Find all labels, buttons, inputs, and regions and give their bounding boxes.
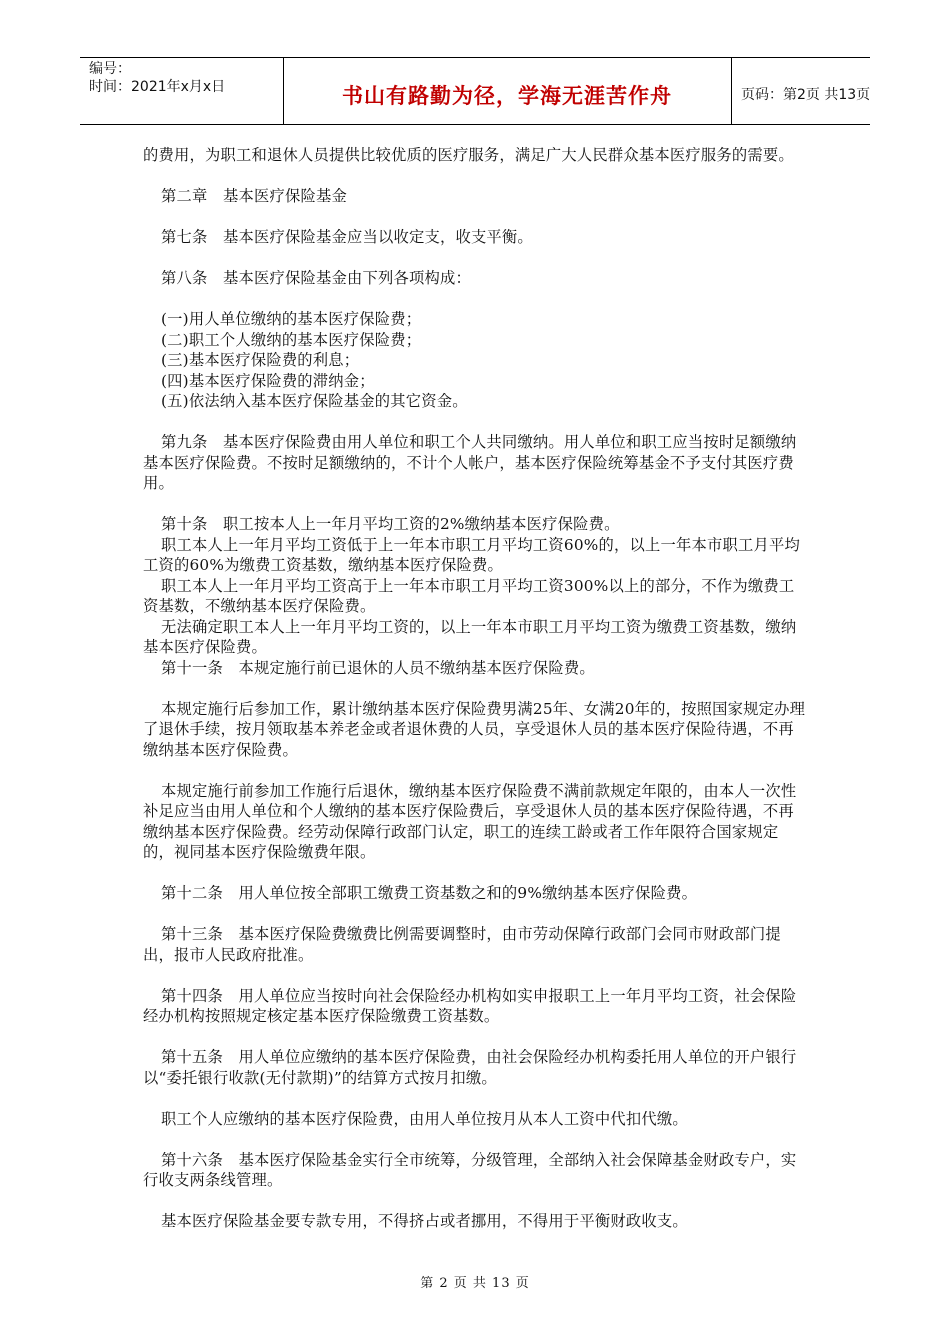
article-11-clause-3: 本规定施行前参加工作施行后退休，缴纳基本医疗保险费不满前款规定年限的，由本人一次性补足应当由用人单位和个人缴纳的基本医疗保险费后，享受退休人员的基本医疗保险待遇，不再缴纳基本医疗保险费。经劳动保障行政部门认定，职工的连续工龄或者工作年限符合国家规定的，视同基本医疗保险缴费年限。	[143, 781, 797, 861]
list-item-4: (四)基本医疗保险费的滞纳金；	[161, 371, 375, 390]
article-12: 第十二条 用人单位按全部职工缴费工资基数之和的9%缴纳基本医疗保险费。	[161, 884, 698, 902]
article-11: 第十一条 本规定施行前已退休的人员不缴纳基本医疗保险费。	[161, 658, 595, 677]
article-10-clause-4: 无法确定职工本人上一年月平均工资的，以上一年本市职工月平均工资为缴费工资基数，缴纳基本医疗保险费。	[143, 617, 797, 656]
article-7: 第七条 基本医疗保险基金应当以收定支，收支平衡。	[161, 228, 533, 246]
article-14: 第十四条 用人单位应当按时向社会保险经办机构如实申报职工上一年月平均工资，社会保险经办机构按照规定核定基本医疗保险缴费工资基数。	[143, 986, 797, 1025]
document-time-label: 时间：2021年x月x日	[89, 79, 226, 95]
article-10: 第十条 职工按本人上一年月平均工资的2%缴纳基本医疗保险费。	[161, 515, 620, 533]
document-number-label: 编号：	[89, 61, 131, 77]
list-item-3: (三)基本医疗保险费的利息；	[161, 351, 360, 369]
list-item-2: (二)职工个人缴纳的基本医疗保险费；	[161, 330, 422, 349]
header-motto: 书山有路勤为径，学海无涯苦作舟	[342, 84, 672, 108]
header-page-info: 页码：第2页 共13页	[741, 87, 871, 103]
document-header	[80, 57, 870, 125]
article-16: 第十六条 基本医疗保险基金实行全市统筹，分级管理，全部纳入社会保障基金财政专户，实行收支两条线管理。	[143, 1150, 797, 1189]
paragraph-continuation: 的费用，为职工和退休人员提供比较优质的医疗服务，满足广大人民群众基本医疗服务的需要。	[143, 146, 794, 164]
article-13: 第十三条 基本医疗保险费缴费比例需要调整时，由市劳动保障行政部门会同市财政部门提出，报市人民政府批准。	[143, 925, 781, 964]
list-item-5: (五)依法纳入基本医疗保险基金的其它资金。	[161, 392, 468, 410]
article-10-clause-3: 职工本人上一年月平均工资高于上一年本市职工月平均工资300%以上的部分，不作为缴费工资基数，不缴纳基本医疗保险费。	[143, 576, 795, 615]
header-middle-cell	[283, 58, 732, 124]
document-body	[143, 145, 808, 1232]
article-10-clause-2: 职工本人上一年月平均工资低于上一年本市职工月平均工资60%的，以上一年本市职工月平均工资的60%为缴费工资基数，缴纳基本医疗保险费。	[143, 535, 800, 574]
article-16-clause-2: 基本医疗保险基金要专款专用，不得挤占或者挪用，不得用于平衡财政收支。	[161, 1212, 688, 1230]
header-right-cell	[731, 58, 870, 124]
page-footer: 第 2 页 共 13 页	[420, 1276, 530, 1291]
chapter-heading: 第二章 基本医疗保险基金	[161, 187, 347, 205]
article-15: 第十五条 用人单位应缴纳的基本医疗保险费，由社会保险经办机构委托用人单位的开户银行以“委托银行收款(无付款期)”的结算方式按月扣缴。	[143, 1048, 797, 1087]
article-9: 第九条 基本医疗保险费由用人单位和职工个人共同缴纳。用人单位和职工应当按时足额缴纳基本医疗保险费。不按时足额缴纳的，不计个人帐户，基本医疗保险统筹基金不予支付其医疗费用。	[143, 433, 797, 492]
list-item-1: (一)用人单位缴纳的基本医疗保险费；	[161, 310, 422, 328]
article-8: 第八条 基本医疗保险基金由下列各项构成：	[161, 269, 471, 287]
article-15-clause-2: 职工个人应缴纳的基本医疗保险费，由用人单位按月从本人工资中代扣代缴。	[161, 1109, 688, 1128]
article-11-clause-2: 本规定施行后参加工作，累计缴纳基本医疗保险费男满25年、女满20年的，按照国家规定办理了退休手续，按月领取基本养老金或者退休费的人员，享受退休人员的基本医疗保险待遇，不再缴纳基本医疗保险费。	[143, 699, 806, 759]
header-left-cell	[80, 58, 284, 124]
